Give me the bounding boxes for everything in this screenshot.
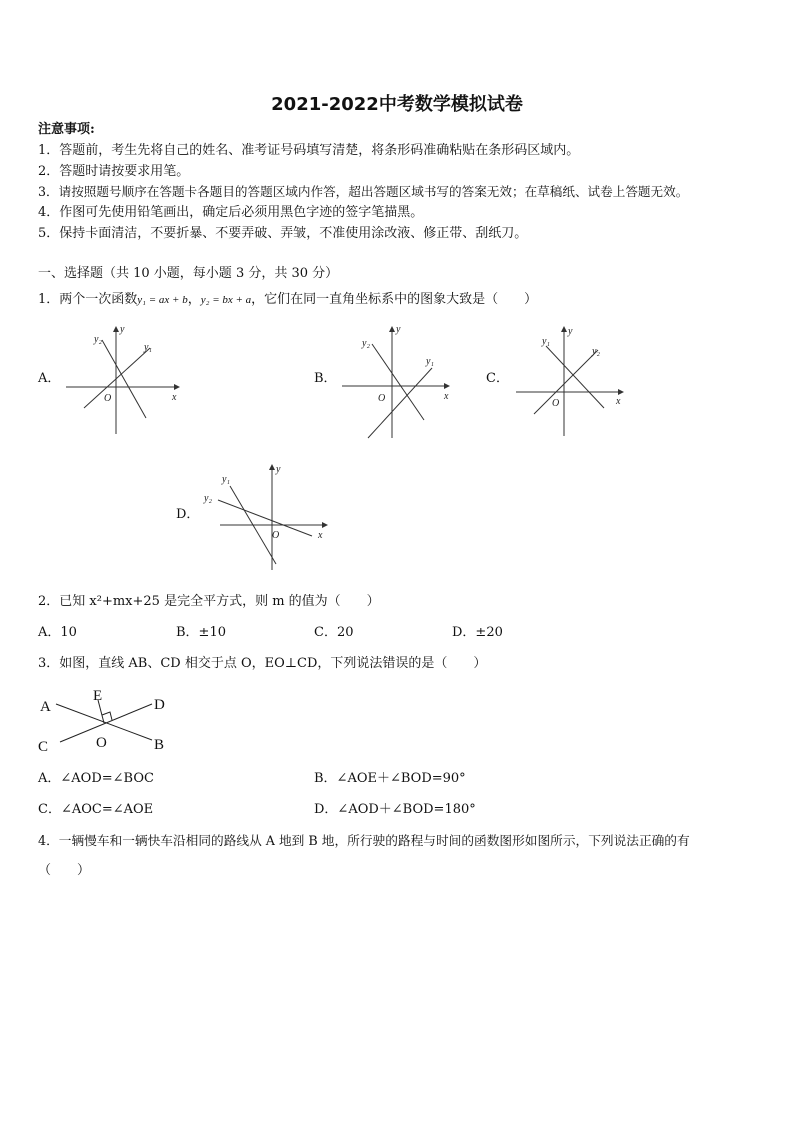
- q1-a-origin: O: [104, 393, 112, 404]
- question-3: 3．如图，直线 AB、CD 相交于点 O，EO⊥CD，下列说法错误的是（ ）: [38, 656, 487, 671]
- q2-option-c: C．20: [314, 625, 354, 640]
- notice-item-1: 1．答题前，考生先将自己的姓名、准考证号码填写清楚，将条形码准确粘贴在条形码区域内。: [38, 143, 580, 158]
- q1-option-c-label: C．: [486, 371, 509, 386]
- q3-label-d: D: [154, 697, 165, 713]
- q1-b-y2-label: y₂: [362, 338, 370, 349]
- q1-a-y-label: y: [120, 324, 125, 335]
- notice-item-4: 4．作图可先使用铅笔画出，确定后必须用黑色字迹的签字笔描黑。: [38, 205, 424, 220]
- q1-graph-c: [512, 322, 632, 438]
- q1-a-x-label: x: [172, 392, 177, 403]
- q3-option-a: A．∠AOD=∠BOC: [38, 771, 154, 786]
- q1-d-y2-label: y₂: [204, 493, 212, 504]
- question-2: 2．已知 x²+mx+25 是完全平方式，则 m 的值为（ ）: [38, 594, 380, 609]
- notice-item-5: 5．保持卡面清洁，不要折暴、不要弄破、弄皱，不准使用涂改液、修正带、刮纸刀。: [38, 226, 528, 241]
- q2-option-d: D．±20: [452, 625, 503, 640]
- q1-graph-a: [62, 322, 182, 438]
- notice-heading: 注意事项:: [38, 122, 95, 137]
- notice-item-3: 3．请按照题号顺序在答题卡各题目的答题区域内作答，超出答题区域书写的答案无效；在草稿纸、试卷上答题无效。: [38, 184, 689, 199]
- q3-option-d: D．∠AOD＋∠BOD=180°: [314, 802, 476, 817]
- q1-c-y2-label: y₂: [592, 346, 600, 357]
- q1-c-y-label: y: [568, 326, 573, 337]
- q3-label-b: B: [154, 737, 165, 753]
- notice-item-2: 2．答题时请按要求用笔。: [38, 164, 190, 179]
- q1-c-y1-label: y₁: [542, 336, 550, 347]
- q1-b-origin: O: [378, 393, 386, 404]
- q1-graph-b: [338, 322, 458, 440]
- question-4: 4．一辆慢车和一辆快车沿相同的路线从 A 地到 B 地，所行驶的路程与时间的函数图形如图所示，下列说法正确的有: [38, 833, 690, 848]
- q3-option-b: B．∠AOE＋∠BOD=90°: [314, 771, 466, 786]
- question-1: [38, 292, 537, 308]
- q1-c-origin: O: [552, 398, 560, 409]
- q1-prefix: 1．两个一次函数: [38, 292, 138, 307]
- q1-graph-d: [200, 460, 334, 572]
- q3-figure: [34, 684, 184, 756]
- q3-label-c: C: [38, 739, 49, 755]
- q1-suffix: ，它们在同一直角坐标系中的图象大致是（ ）: [251, 292, 538, 307]
- q1-option-b-label: B．: [314, 371, 337, 386]
- q1-option-d-label: D．: [176, 507, 200, 522]
- q1-c-x-label: x: [616, 396, 621, 407]
- q1-b-y1-label: y₁: [426, 356, 434, 367]
- q4-answer-paren: （ ）: [38, 863, 91, 878]
- q1-b-y-label: y: [396, 324, 401, 335]
- q1-option-a-label: A．: [38, 371, 61, 386]
- section-heading: 一、选择题（共 10 小题，每小题 3 分，共 30 分）: [38, 266, 339, 281]
- q1-d-y1-label: y₁: [222, 474, 230, 485]
- q2-option-b: B．±10: [176, 625, 226, 640]
- q1-a-y2-label: y₂: [94, 334, 102, 345]
- q1-function-1: y₁ = ax + b: [137, 294, 188, 306]
- q1-d-x-label: x: [318, 530, 323, 541]
- q1-function-2: y₂ = bx + a: [200, 294, 252, 306]
- q3-label-o: O: [96, 735, 107, 751]
- q1-d-y-label: y: [276, 464, 281, 475]
- q1-d-origin: O: [272, 530, 280, 541]
- q1-a-y1-label: y₁: [144, 342, 152, 353]
- page-title: 2021-2022中考数学模拟试卷: [271, 94, 523, 115]
- q2-option-a: A．10: [38, 625, 77, 640]
- q3-option-c: C．∠AOC=∠AOE: [38, 802, 154, 817]
- q3-label-a: A: [40, 699, 51, 715]
- q1-b-x-label: x: [444, 391, 449, 402]
- q1-separator: ，: [187, 292, 201, 307]
- q3-label-e: E: [93, 688, 103, 704]
